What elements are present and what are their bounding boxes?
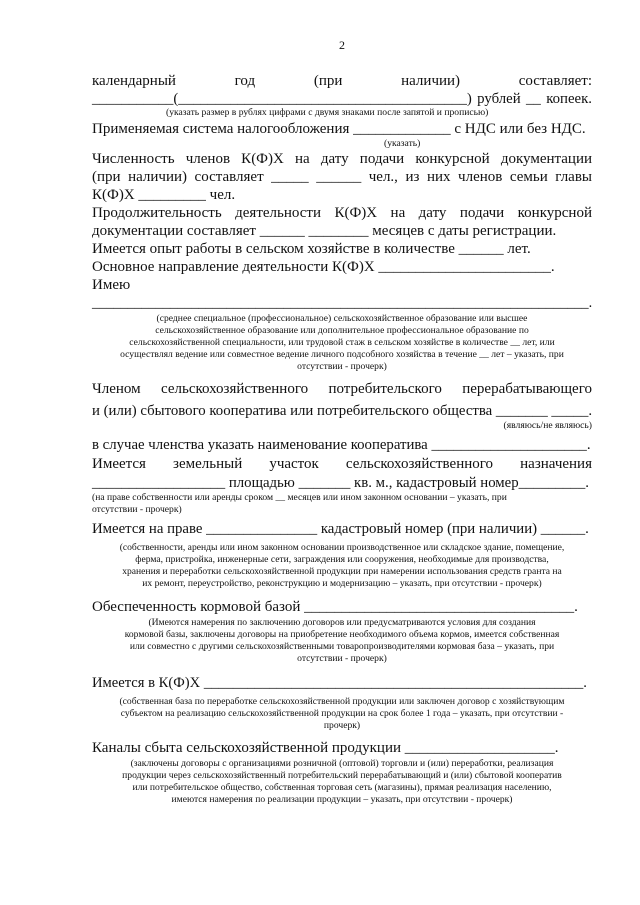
text-line: Применяемая система налогообложения _____________ с НДС или без НДС.	[92, 121, 586, 137]
text-line: документации составляет ______ ________ месяцев с даты регистрации.	[92, 223, 557, 239]
hint-line: осуществлял ведение или совместное ведение личного подсобного хозяйства в течение __ лет – указать, при	[120, 349, 564, 360]
text-line: Имеется земельный участок сельскохозяйственного назначения	[92, 456, 592, 472]
hint-line: (указать размер в рублях цифрами с двумя знаками после запятой и прописью)	[166, 107, 489, 118]
hint-line: (собственная база по переработке сельскохозяйственной продукции или заключен договор с хозяйствующим	[119, 696, 565, 707]
hint-line: отсутствии - прочерк)	[92, 504, 182, 515]
text-line: Имеется на праве _______________ кадастровый номер (при наличии) ______.	[92, 521, 589, 537]
text-line: Основное направление деятельности К(Ф)Х _______________________.	[92, 259, 555, 275]
hint-line: прочерк)	[323, 720, 361, 731]
hint-line: (указать)	[384, 138, 421, 149]
hint-line: или совместно с другими сельскохозяйственными товаропроизводителями кормовая база – указать, при	[129, 641, 555, 652]
hint-line: отсутствии - прочерк)	[297, 361, 387, 372]
hint-line: субъектом на реализацию сельскохозяйственной продукции на срок более 1 года – указать, при отсутствии -	[120, 708, 564, 719]
hint-line: имеются намерения по реализации продукции – указать, при отсутствии - прочерк)	[171, 794, 513, 805]
text-line: в случае членства указать наименование кооператива _____________________.	[92, 437, 591, 453]
hint-line: кормовой базы, заключены договоры на приобретение необходимого объема кормов, имеется собственная	[124, 629, 560, 640]
hint-line: или потребительское общество, собственная торговая сеть (магазины), прямая реализация населению,	[132, 782, 552, 793]
hint-line: продукции через сельскохозяйственный потребительский перерабатывающий и (или) сбытовой кооператив	[122, 770, 562, 781]
text-line: Имеется в К(Ф)Х ____________________________________________________.	[92, 675, 587, 691]
hint-line: ферма, пристройка, инженерные сети, заграждения или сооружения, необходимые для производства,	[135, 554, 549, 565]
hint-line: (являюсь/не являюсь)	[503, 420, 592, 431]
hint-line: (Имеются намерения по заключению договоров или предусматриваются условия для создания	[148, 617, 536, 628]
text-line: Членом сельскохозяйственного потребительского перерабатывающего	[92, 381, 592, 397]
text-line: календарный год (при наличии) составляет:	[92, 73, 592, 89]
text-line: Имею	[92, 277, 131, 293]
document-page	[92, 0, 592, 905]
hint-line: их ремонт, переустройство, реконструкцию и модернизацию – указать, при отсутствии - прочерк)	[142, 578, 542, 589]
text-line: ______________________________________________________________________.	[92, 295, 593, 311]
text-line: Имеется опыт работы в сельском хозяйстве в количестве ______ лет.	[92, 241, 531, 257]
text-line: и (или) сбытового кооператива или потребительского общества _______ _____.	[92, 403, 593, 419]
text-line: Обеспеченность кормовой базой ____________________________________.	[92, 599, 578, 615]
text-line: К(Ф)Х _________ чел.	[92, 187, 236, 203]
text-line: Каналы сбыта сельскохозяйственной продукции ____________________.	[92, 740, 559, 756]
hint-line: (на праве собственности или аренды сроком __ месяцев или ином законном основании – указать, при	[92, 492, 507, 503]
text-line: (при наличии) составляет _____ ______ чел., из них членов семьи главы	[92, 169, 592, 185]
hint-line: отсутствии - прочерк)	[297, 653, 387, 664]
hint-line: (заключены договоры с организациями розничной (оптовой) торговли и (или) переработки, реализация	[130, 758, 554, 769]
hint-line: сельскохозяйственное образование или дополнительное профессиональное образование по	[155, 325, 529, 336]
text-line: Численность членов К(Ф)Х на дату подачи конкурсной документации	[92, 151, 592, 167]
hint-line: (среднее специальное (профессиональное) сельскохозяйственное образование или высшее	[156, 313, 528, 324]
hint-line: хранения и переработки сельскохозяйственной продукции при намерении использования средств гранта на	[122, 566, 562, 577]
hint-line: (собственности, аренды или ином законном основании производственное или складское здание, помещение,	[119, 542, 565, 553]
page-number: 2	[339, 38, 345, 52]
text-line: Продолжительность деятельности К(Ф)Х на дату подачи конкурсной	[92, 205, 592, 221]
text-line: __________________ площадью _______ кв. м., кадастровый номер_________.	[92, 475, 589, 491]
text-line: ___________(_______________________________________) рублей __ копеек.	[92, 91, 592, 107]
hint-line: сельскохозяйственной специальности, или трудовой стаж в сельском хозяйстве в количестве __ лет, или	[129, 337, 555, 348]
